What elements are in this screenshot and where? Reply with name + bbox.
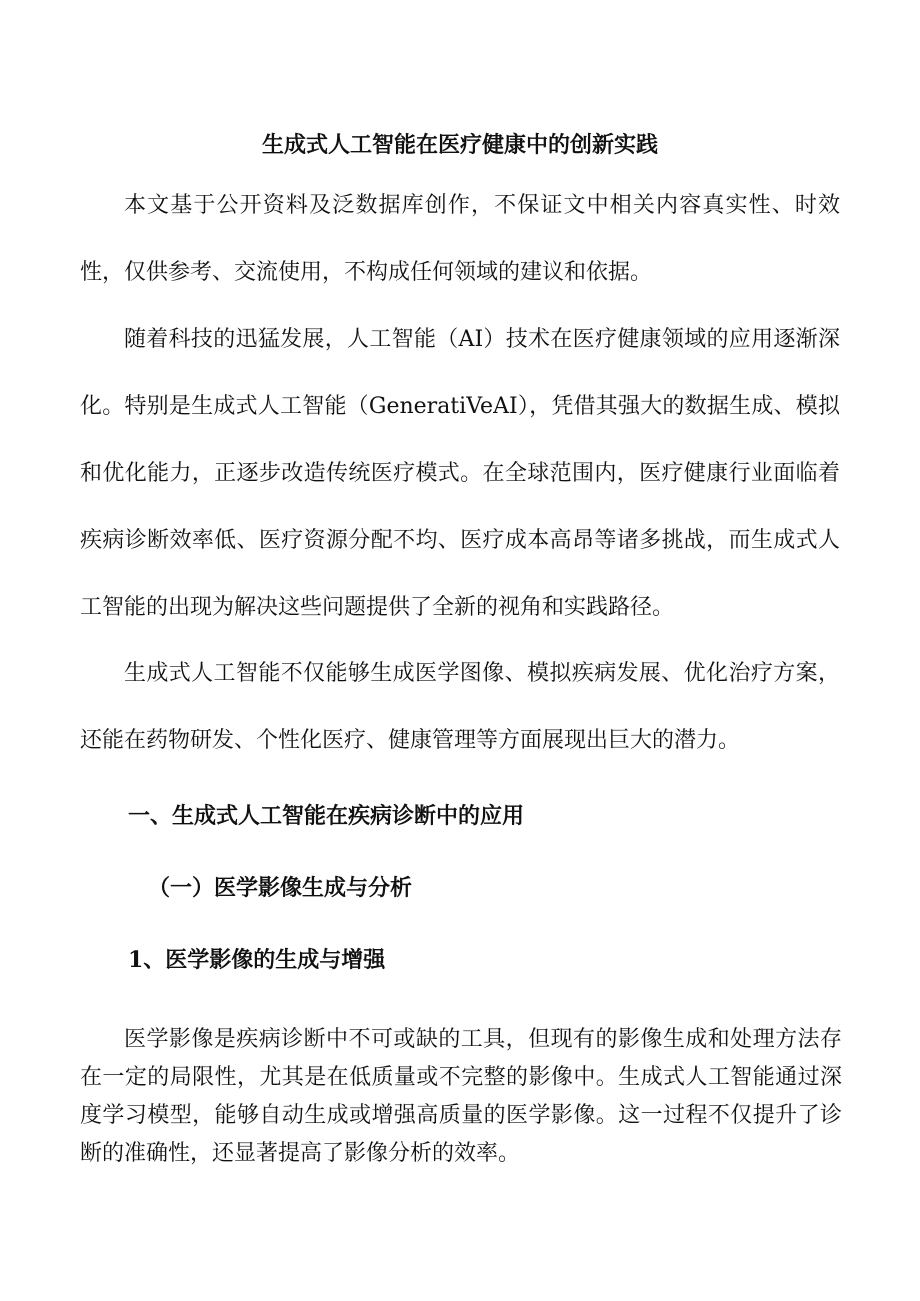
potential-paragraph: 生成式人工智能不仅能够生成医学图像、模拟疾病发展、优化治疗方案，还能在药物研发、个性化医疗、健康管理等方面展现出巨大的潜力。 <box>80 661 840 753</box>
section-heading: 一、生成式人工智能在疾病诊断中的应用 <box>128 803 525 829</box>
intro-paragraph: 随着科技的迅猛发展，人工智能（AI）技术在医疗健康领域的应用逐渐深化。特别是生成式人工智能（GeneratiVeAI），凭借其强大的数据生成、模拟和优化能力，正逐步改造传统医疗模式。在全球范围内，医疗健康行业面临着疾病诊断效率低、医疗资源分配不均、医疗成本高昂等诸多挑战，而生成式人工智能的出现为解决这些问题提供了全新的视角和实践路径。 <box>80 327 840 620</box>
document-title: 生成式人工智能在医疗健康中的创新实践 <box>261 132 658 158</box>
disclaimer-paragraph: 本文基于公开资料及泛数据库创作，不保证文中相关内容真实性、时效性，仅供参考、交流使用，不构成任何领域的建议和依据。 <box>80 193 840 285</box>
imaging-paragraph: 医学影像是疾病诊断中不可或缺的工具，但现有的影像生成和处理方法存在一定的局限性，尤其是在低质量或不完整的影像中。生成式人工智能通过深度学习模型，能够自动生成或增强高质量的医学影像。这一过程不仅提升了诊断的准确性，还显著提高了影像分析的效率。 <box>80 1027 842 1166</box>
item-heading: 1、医学影像的生成与增强 <box>128 947 386 973</box>
subsection-heading: （一）医学影像生成与分析 <box>148 875 413 901</box>
